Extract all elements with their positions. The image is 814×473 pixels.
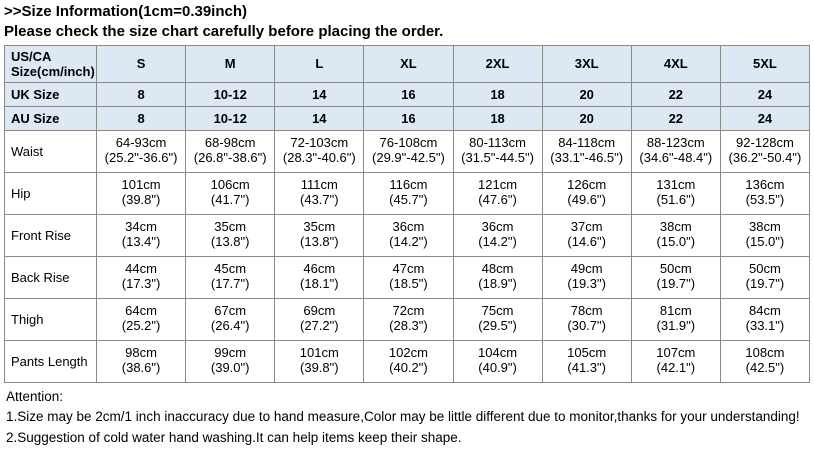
header-cell: 8 — [97, 106, 186, 130]
measurement-cell: 48cm (18.9") — [453, 256, 542, 298]
measurement-cell: 108cm (42.5") — [720, 340, 809, 382]
header-cell: 24 — [720, 106, 809, 130]
measurement-cell: 75cm (29.5") — [453, 298, 542, 340]
measurement-cell: 68-98cm (26.8"-38.6") — [186, 130, 275, 172]
measurement-cell: 111cm (43.7") — [275, 172, 364, 214]
row-label-uk-size: UK Size — [5, 82, 97, 106]
measurement-cell: 49cm (19.3") — [542, 256, 631, 298]
header-cell: 18 — [453, 106, 542, 130]
header-cell: 22 — [631, 106, 720, 130]
measurement-cell: 50cm (19.7") — [631, 256, 720, 298]
header-cell: 4XL — [631, 45, 720, 82]
measurement-cell: 116cm (45.7") — [364, 172, 453, 214]
measurement-cell: 35cm (13.8") — [275, 214, 364, 256]
measurement-cell: 92-128cm (36.2"-50.4") — [720, 130, 809, 172]
header-cell: 18 — [453, 82, 542, 106]
measurement-cell: 36cm (14.2") — [364, 214, 453, 256]
measurement-cell: 121cm (47.6") — [453, 172, 542, 214]
measurement-cell: 76-108cm (29.9"-42.5") — [364, 130, 453, 172]
measurement-cell: 46cm (18.1") — [275, 256, 364, 298]
table-row — [5, 298, 810, 340]
table-row — [5, 256, 810, 298]
header-cell: 14 — [275, 82, 364, 106]
measurement-cell: 50cm (19.7") — [720, 256, 809, 298]
header-cell: 10-12 — [186, 106, 275, 130]
attention-notes — [0, 383, 814, 448]
measurement-cell: 105cm (41.3") — [542, 340, 631, 382]
table-row — [5, 172, 810, 214]
measurement-cell: 131cm (51.6") — [631, 172, 720, 214]
attention-line: 1.Size may be 2cm/1 inch inaccuracy due to hand measure,Color may be little different due to monitor,thanks for your understanding! — [6, 409, 800, 425]
row-label: Hip — [5, 172, 97, 214]
header-cell: 2XL — [453, 45, 542, 82]
measurement-cell: 107cm (42.1") — [631, 340, 720, 382]
measurement-cell: 37cm (14.6") — [542, 214, 631, 256]
measurement-cell: 64cm (25.2") — [97, 298, 186, 340]
measurement-cell: 126cm (49.6") — [542, 172, 631, 214]
measurement-cell: 99cm (39.0") — [186, 340, 275, 382]
row-label: Pants Length — [5, 340, 97, 382]
measurement-cell: 136cm (53.5") — [720, 172, 809, 214]
measurement-cell: 72-103cm (28.3"-40.6") — [275, 130, 364, 172]
table-row — [5, 340, 810, 382]
measurement-cell: 106cm (41.7") — [186, 172, 275, 214]
measurement-cell: 64-93cm (25.2"-36.6") — [97, 130, 186, 172]
table-row — [5, 214, 810, 256]
table-header-row-uk — [5, 82, 810, 106]
measurement-cell: 45cm (17.7") — [186, 256, 275, 298]
size-chart-table — [4, 45, 810, 383]
measurement-cell: 84-118cm (33.1"-46.5") — [542, 130, 631, 172]
table-body — [5, 45, 810, 382]
header-cell: 14 — [275, 106, 364, 130]
header-cell: 16 — [364, 106, 453, 130]
header-cell: M — [186, 45, 275, 82]
row-label: Waist — [5, 130, 97, 172]
row-label: Front Rise — [5, 214, 97, 256]
attention-title: Attention: — [6, 388, 64, 404]
page-subtitle: Please check the size chart carefully before placing the order. — [4, 22, 444, 40]
measurement-cell: 36cm (14.2") — [453, 214, 542, 256]
row-label-au-size: AU Size — [5, 106, 97, 130]
header-cell: 20 — [542, 106, 631, 130]
header-cell: 20 — [542, 82, 631, 106]
measurement-cell: 69cm (27.2") — [275, 298, 364, 340]
header-cell: 3XL — [542, 45, 631, 82]
measurement-cell: 78cm (30.7") — [542, 298, 631, 340]
measurement-cell: 67cm (26.4") — [186, 298, 275, 340]
attention-line: 2.Suggestion of cold water hand washing.It can help items keep their shape. — [6, 429, 462, 445]
measurement-cell: 80-113cm (31.5"-44.5") — [453, 130, 542, 172]
header-cell: XL — [364, 45, 453, 82]
measurement-cell: 102cm (40.2") — [364, 340, 453, 382]
measurement-cell: 44cm (17.3") — [97, 256, 186, 298]
measurement-cell: 88-123cm (34.6"-48.4") — [631, 130, 720, 172]
row-label-us-size: US/CA Size(cm/inch) — [5, 45, 97, 82]
header-cell: 24 — [720, 82, 809, 106]
header-cell: 10-12 — [186, 82, 275, 106]
measurement-cell: 98cm (38.6") — [97, 340, 186, 382]
row-label: Back Rise — [5, 256, 97, 298]
header-cell: 5XL — [720, 45, 809, 82]
table-header-row-us — [5, 45, 810, 82]
row-label: Thigh — [5, 298, 97, 340]
measurement-cell: 47cm (18.5") — [364, 256, 453, 298]
measurement-cell: 38cm (15.0") — [720, 214, 809, 256]
header-cell: 16 — [364, 82, 453, 106]
measurement-cell: 34cm (13.4") — [97, 214, 186, 256]
header-cell: 8 — [97, 82, 186, 106]
table-row — [5, 130, 810, 172]
header-cell: S — [97, 45, 186, 82]
header-cell: 22 — [631, 82, 720, 106]
measurement-cell: 72cm (28.3") — [364, 298, 453, 340]
measurement-cell: 104cm (40.9") — [453, 340, 542, 382]
measurement-cell: 84cm (33.1") — [720, 298, 809, 340]
measurement-cell: 101cm (39.8") — [275, 340, 364, 382]
table-header-row-au — [5, 106, 810, 130]
page-title: >>Size Information(1cm=0.39inch) — [4, 3, 247, 20]
measurement-cell: 101cm (39.8") — [97, 172, 186, 214]
measurement-cell: 81cm (31.9") — [631, 298, 720, 340]
header-cell: L — [275, 45, 364, 82]
measurement-cell: 38cm (15.0") — [631, 214, 720, 256]
measurement-cell: 35cm (13.8") — [186, 214, 275, 256]
